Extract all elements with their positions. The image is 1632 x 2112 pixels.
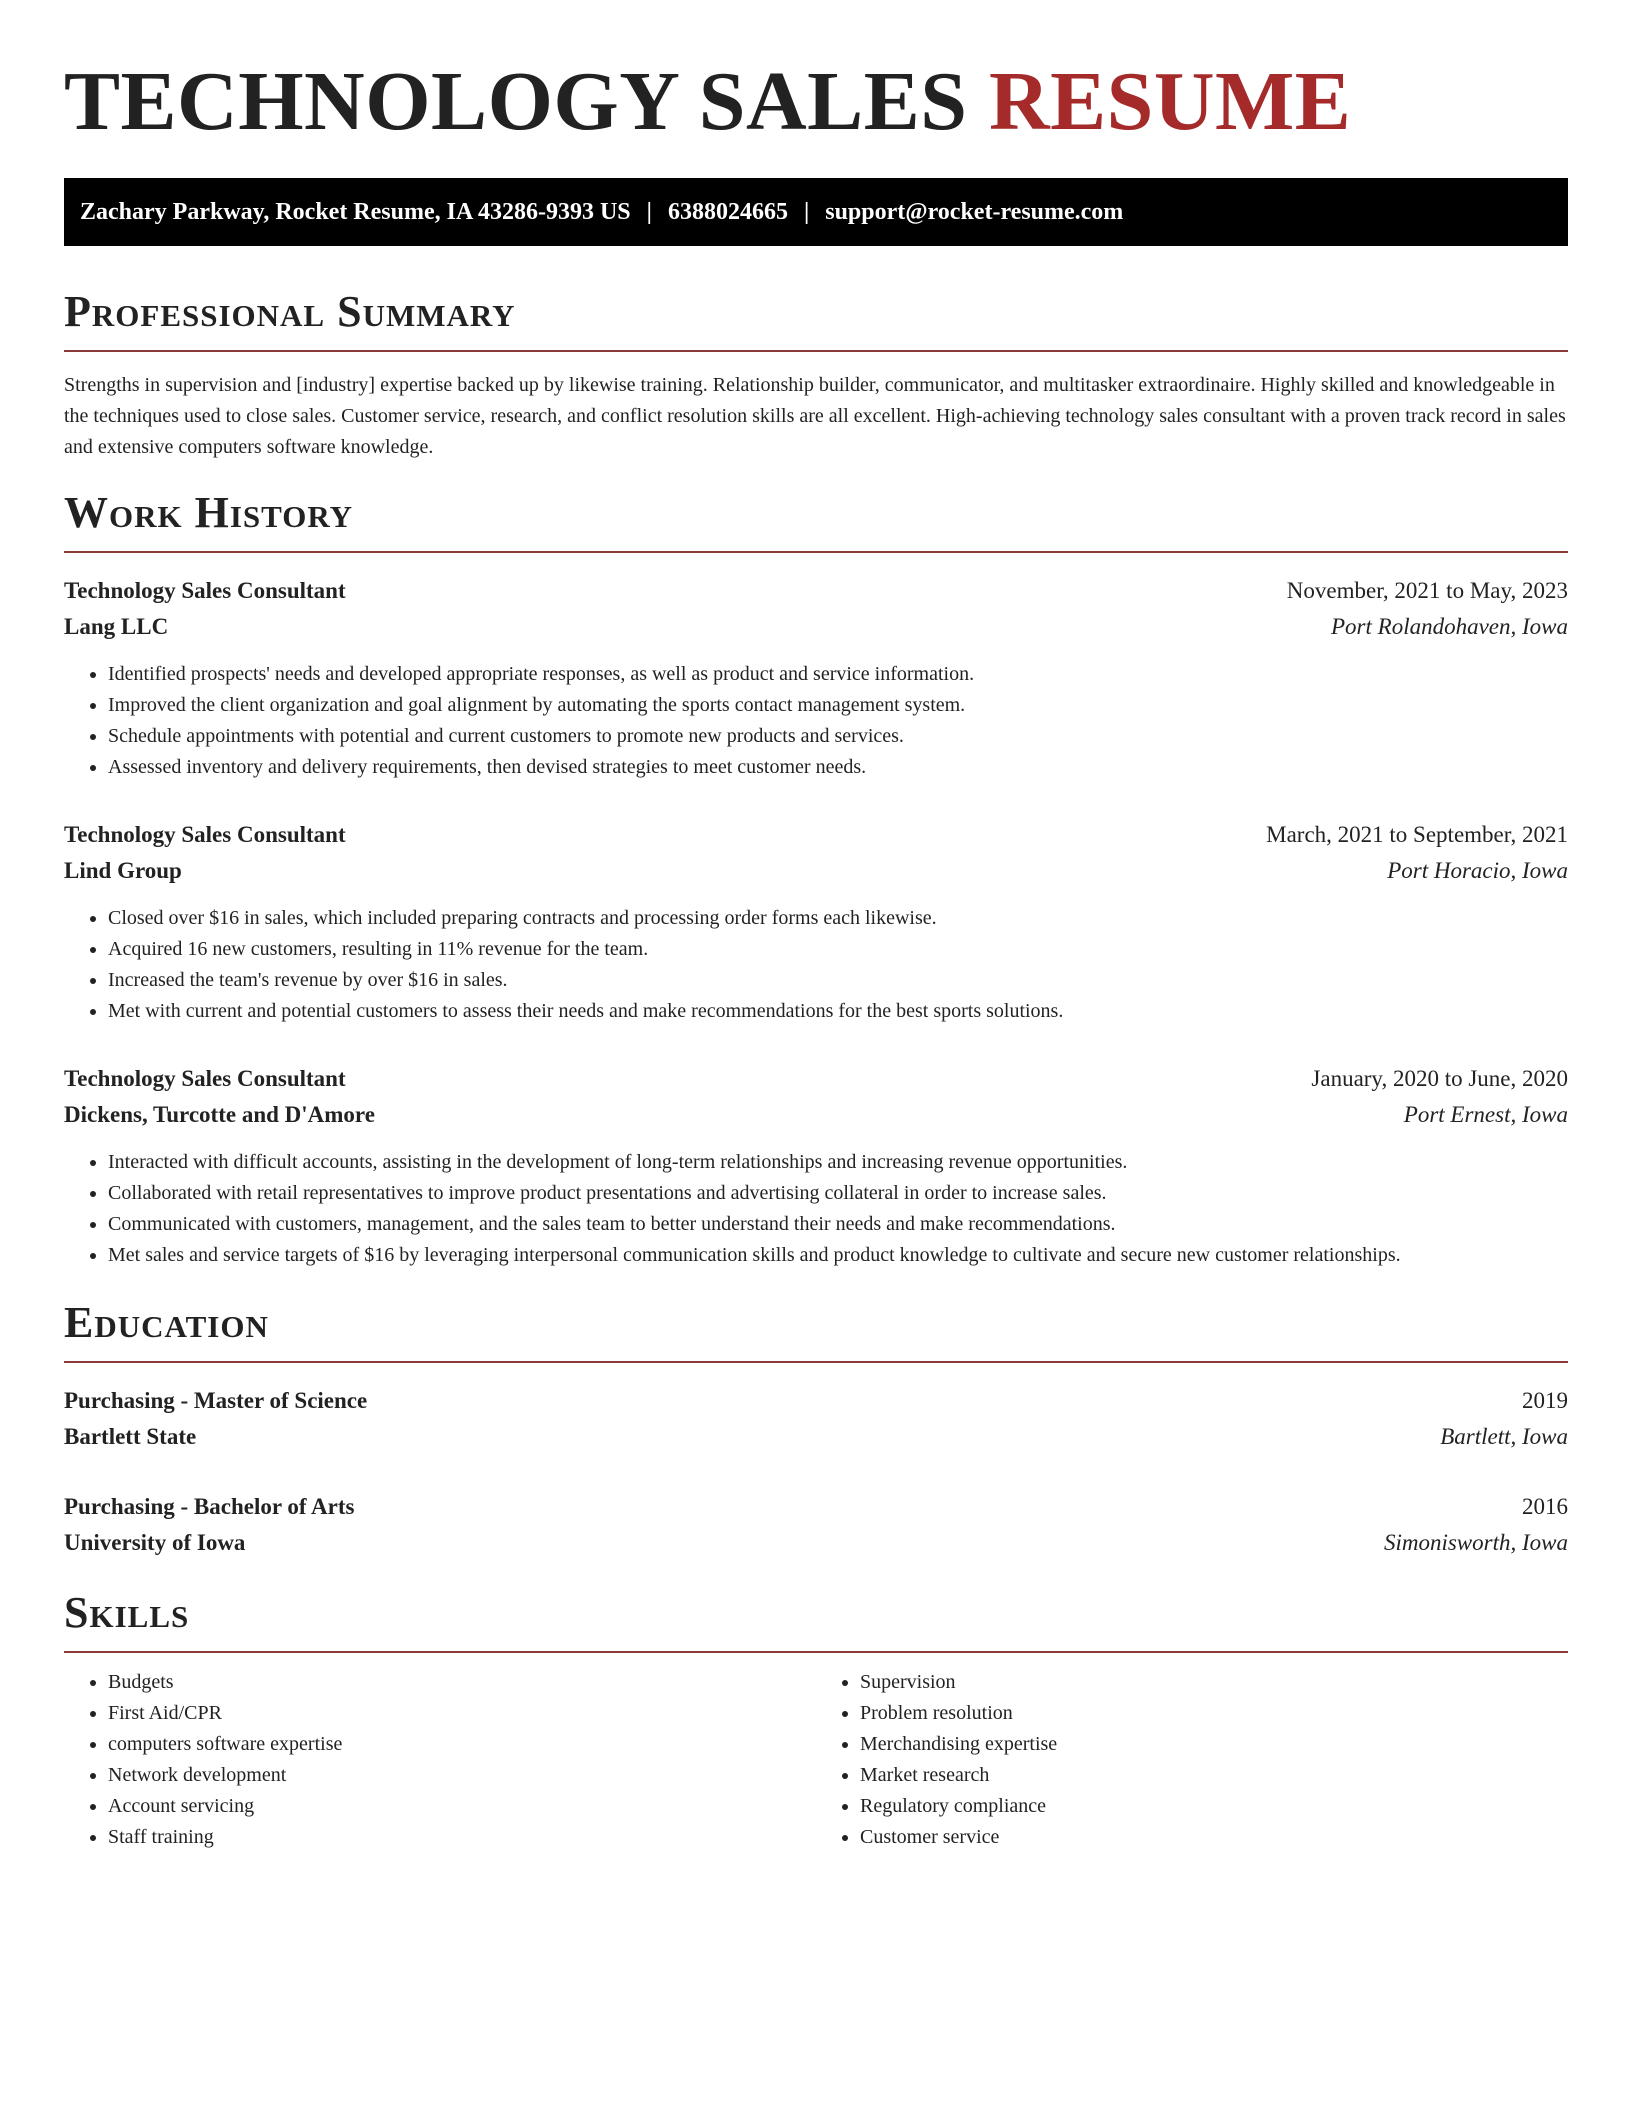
job-bullet: • Met sales and service targets of $16 by leveraging interpersonal communication skills and product knowledge to cultivate and secure new customer relationships. [108, 1240, 1568, 1271]
job-entry [64, 573, 1568, 783]
contact-separator: | [803, 198, 810, 225]
skill-item: • Merchandising expertise [860, 1729, 1568, 1760]
job-bullet: • Collaborated with retail representatives to improve product presentations and advertising collateral in order to increase sales. [108, 1178, 1568, 1209]
job-company: Dickens, Turcotte and D'Amore [64, 1102, 375, 1127]
skill-item: • computers software expertise [108, 1729, 816, 1760]
skills-section [64, 1587, 1568, 1853]
skill-item: • Problem resolution [860, 1698, 1568, 1729]
job-bullet: • Met with current and potential customers to assess their needs and make recommendations for the best sports solutions. [108, 996, 1568, 1027]
job-bullet: • Schedule appointments with potential and current customers to promote new products and services. [108, 721, 1568, 752]
section-heading-skills: Skills [64, 1587, 1568, 1653]
professional-summary-section [64, 286, 1568, 463]
work-history-section [64, 487, 1568, 1271]
job-bullet: • Interacted with difficult accounts, assisting in the development of long-term relationships and increasing revenue opportunities. [108, 1147, 1568, 1178]
title-main: TECHNOLOGY SALES [64, 55, 968, 148]
job-title: Technology Sales Consultant [64, 1066, 346, 1091]
education-school-row [64, 1525, 1568, 1561]
job-dates: November, 2021 to May, 2023 [1286, 578, 1568, 603]
resume-title [64, 0, 1568, 148]
education-header-row [64, 1383, 1568, 1419]
skill-item: • Customer service [860, 1822, 1568, 1853]
skill-item: • First Aid/CPR [108, 1698, 816, 1729]
job-bullet: • Improved the client organization and goal alignment by automating the sports contact management system. [108, 690, 1568, 721]
summary-text: Strengths in supervision and [industry] expertise backed up by likewise training. Relationship builder, communicator, and multitasker extraordinaire. Highly skilled and knowledgeable in the techniques used to close sales. Customer service, research, and conflict resolution skills are all excellent. High-achieving technology sales consultant with a proven track record in sales and extensive computers software knowledge. [64, 374, 1566, 458]
job-entry [64, 1061, 1568, 1271]
skill-item: • Supervision [860, 1667, 1568, 1698]
education-year: 2016 [1522, 1494, 1568, 1519]
job-title: Technology Sales Consultant [64, 822, 346, 847]
contact-phone: 6388024665 [667, 198, 788, 225]
skill-item: • Regulatory compliance [860, 1791, 1568, 1822]
skill-item: • Staff training [108, 1822, 816, 1853]
section-heading-education: Education [64, 1297, 1568, 1363]
job-bullets [64, 659, 1568, 783]
education-school-row [64, 1419, 1568, 1455]
job-header-row [64, 817, 1568, 853]
job-bullet: • Assessed inventory and delivery requirements, then devised strategies to meet customer needs. [108, 752, 1568, 783]
contact-email: support@rocket-resume.com [825, 198, 1124, 225]
title-accent: RESUME [988, 55, 1352, 148]
skills-list-right [816, 1667, 1568, 1853]
job-bullet: • Communicated with customers, management, and the sales team to better understand their needs and make recommendations. [108, 1209, 1568, 1240]
job-dates: January, 2020 to June, 2020 [1311, 1066, 1568, 1091]
skill-item: • Budgets [108, 1667, 816, 1698]
education-section [64, 1297, 1568, 1561]
education-header-row [64, 1489, 1568, 1525]
job-location: Port Ernest, Iowa [1403, 1102, 1568, 1127]
skill-item: • Account servicing [108, 1791, 816, 1822]
skill-item: • Market research [860, 1760, 1568, 1791]
job-dates: March, 2021 to September, 2021 [1266, 822, 1568, 847]
job-entry [64, 817, 1568, 1027]
job-bullet: • Closed over $16 in sales, which included preparing contracts and processing order forms each likewise. [108, 903, 1568, 934]
education-degree: Purchasing - Master of Science [64, 1388, 368, 1413]
job-company: Lind Group [64, 858, 182, 883]
skills-list-left [64, 1667, 816, 1853]
skill-item: • Network development [108, 1760, 816, 1791]
education-location: Simonisworth, Iowa [1383, 1530, 1568, 1555]
job-bullet: • Identified prospects' needs and developed appropriate responses, as well as product and service information. [108, 659, 1568, 690]
education-location: Bartlett, Iowa [1440, 1424, 1568, 1449]
job-bullets [64, 903, 1568, 1027]
education-entry [64, 1489, 1568, 1561]
section-heading-work: Work History [64, 487, 1568, 553]
job-bullets [64, 1147, 1568, 1271]
education-degree: Purchasing - Bachelor of Arts [64, 1494, 355, 1519]
job-company-row [64, 1097, 1568, 1133]
job-location: Port Rolandohaven, Iowa [1331, 614, 1568, 639]
job-bullet: • Increased the team's revenue by over $16 in sales. [108, 965, 1568, 996]
education-school: Bartlett State [64, 1424, 197, 1449]
contact-separator: | [646, 198, 652, 225]
job-company-row [64, 609, 1568, 645]
contact-address: Zachary Parkway, Rocket Resume, IA 43286-9393 US [80, 198, 631, 225]
job-header-row [64, 1061, 1568, 1097]
job-title: Technology Sales Consultant [64, 578, 346, 603]
job-location: Port Horacio, Iowa [1387, 858, 1568, 883]
skills-grid [64, 1667, 1568, 1853]
job-company: Lang LLC [64, 614, 169, 639]
job-company-row [64, 853, 1568, 889]
contact-bar [64, 178, 1568, 246]
job-bullet: • Acquired 16 new customers, resulting in 11% revenue for the team. [108, 934, 1568, 965]
education-school: University of Iowa [64, 1530, 246, 1555]
job-header-row [64, 573, 1568, 609]
education-entry [64, 1383, 1568, 1455]
education-year: 2019 [1522, 1388, 1568, 1413]
section-heading-summary: Professional Summary [64, 286, 1568, 352]
